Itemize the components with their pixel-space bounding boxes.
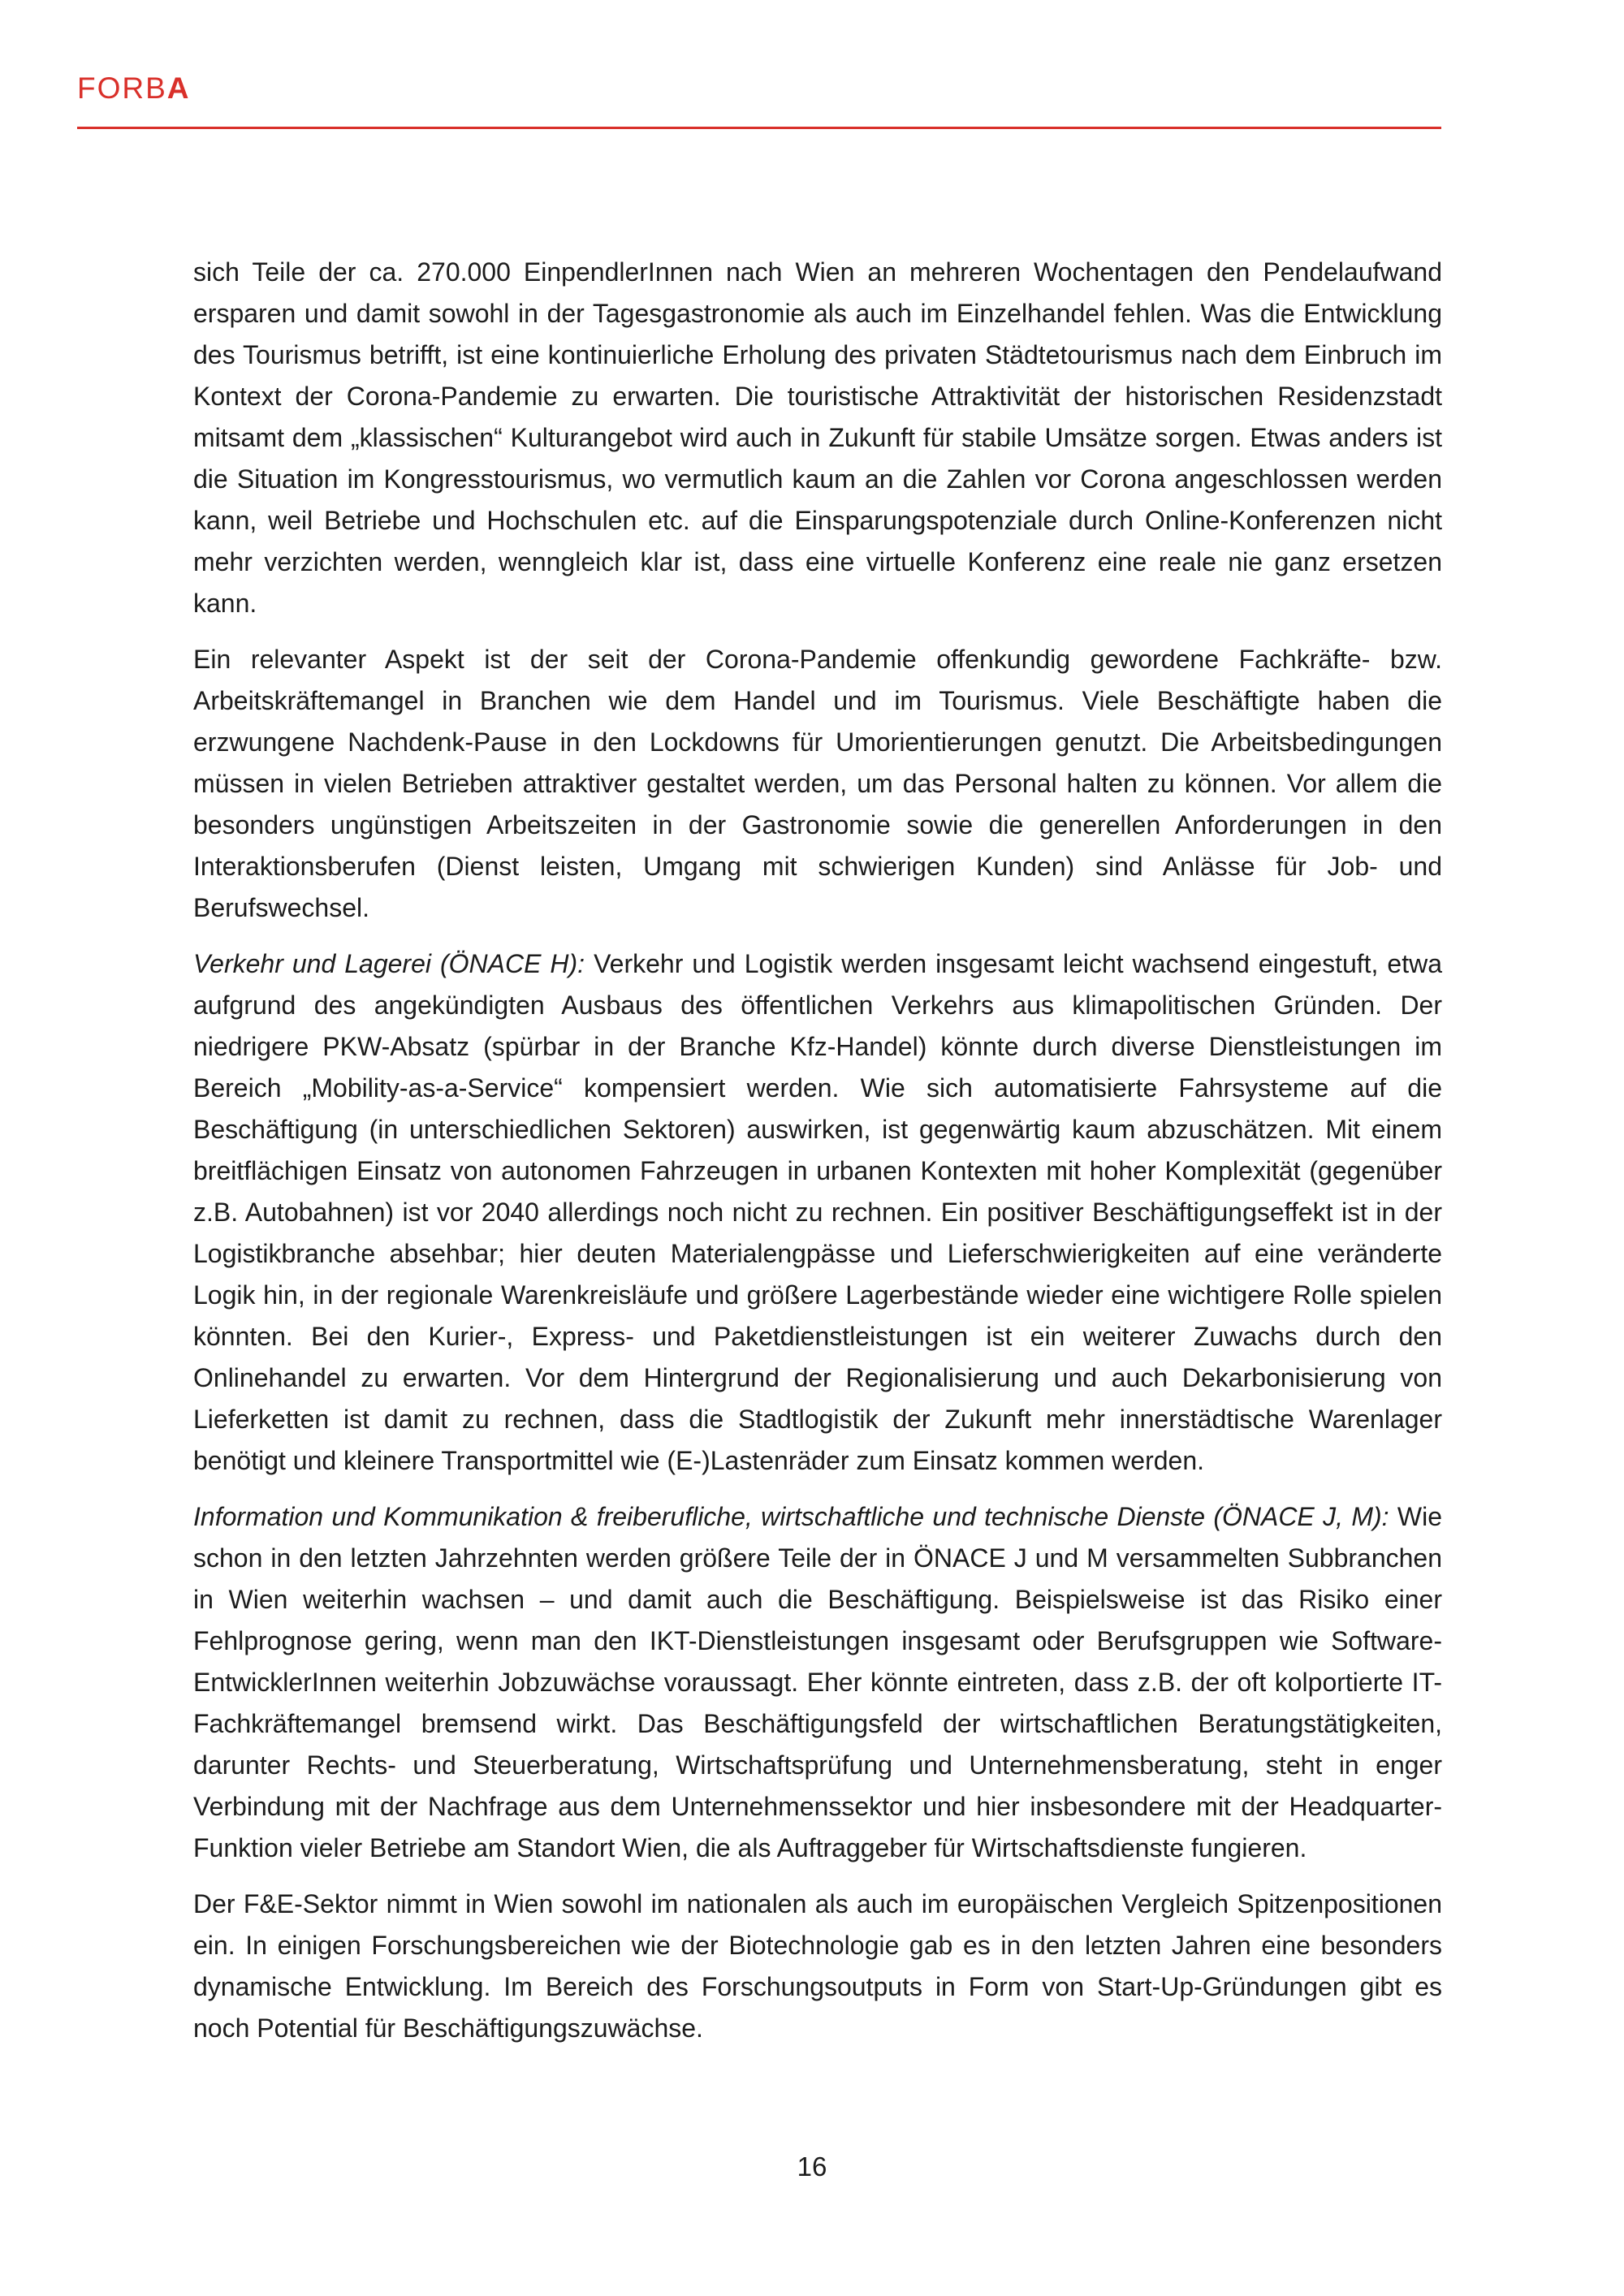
paragraph-lead: Information und Kommunikation & freiberufliche, wirtschaftliche und technische Dienste (ÖNACE J, M): bbox=[193, 1502, 1389, 1531]
body-text bbox=[193, 252, 1442, 2064]
paragraph-transport bbox=[193, 943, 1442, 1482]
page-number: 16 bbox=[797, 2151, 827, 2182]
paragraph-information bbox=[193, 1496, 1442, 1869]
brand-logo-regular: FORB bbox=[77, 71, 167, 105]
paragraph-text: Verkehr und Logistik werden insgesamt leicht wachsend eingestuft, etwa aufgrund des angekündigten Ausbaus des öffentlichen Verkehrs aus klimapolitischen Gründen. Der niedrigere PKW-Absatz (spürbar in der Branche Kfz-Handel) könnte durch diverse Dienstleistungen im Bereich „Mobility-as-a-Service“ kompensiert werden. Wie sich automatisierte Fahrsysteme auf die Beschäftigung (in unterschiedlichen Sektoren) auswirken, ist gegenwärtig kaum abzuschätzen. Mit einem breitflächigen Einsatz von autonomen Fahrzeugen in urbanen Kontexten mit hoher Komplexität (gegenüber z.B. Autobahnen) ist vor 2040 allerdings noch nicht zu rechnen. Ein positiver Beschäftigungseffekt ist in der Logistikbranche absehbar; hier deuten Materialengpässe und Lieferschwierigkeiten auf eine veränderte Logik hin, in der regionale Warenkreisläufe und größere Lagerbestände wieder eine wichtigere Rolle spielen könnten. Bei den Kurier-, Express- und Paketdienstleistungen ist ein weiterer Zuwachs durch den Onlinehandel zu erwarten. Vor dem Hintergrund der Regionalisierung und auch Dekarbonisierung von Lieferketten ist damit zu rechnen, dass die Stadtlogistik der Zukunft mehr innerstädtische Warenlager benötigt und kleinere Transportmittel wie (E-)Lastenräder zum Einsatz kommen werden. bbox=[193, 949, 1443, 1475]
paragraph-tourism bbox=[193, 252, 1442, 624]
paragraph-text: sich Teile der ca. 270.000 EinpendlerInnen nach Wien an mehreren Wochentagen den Pendelaufwand ersparen und damit sowohl in der Tagesgastronomie als auch im Einzelhandel fehlen. Was die Entwicklung des Tourismus betrifft, ist eine kontinuierliche Erholung des privaten Städtetourismus nach dem Einbruch im Kontext der Corona-Pandemie zu erwarten. Die touristische Attraktivität der historischen Residenzstadt mitsamt dem „klassischen“ Kulturangebot wird auch in Zukunft für stabile Umsätze sorgen. Etwas anders ist die Situation im Kongresstourismus, wo vermutlich kaum an die Zahlen vor Corona angeschlossen werden kann, weil Betriebe und Hochschulen etc. auf die Einsparungspotenziale durch Online-Konferenzen nicht mehr verzichten werden, wenngleich klar ist, dass eine virtuelle Konferenz eine reale nie ganz ersetzen kann. bbox=[193, 257, 1442, 618]
paragraph-research bbox=[193, 1884, 1442, 2049]
paragraph-text: Ein relevanter Aspekt ist der seit der Corona-Pandemie offenkundig gewordene Fachkräfte- bzw. Arbeitskräftemangel in Branchen wie dem Handel und im Tourismus. Viele Beschäftigte haben die erzwungene Nachdenk-Pause in den Lockdowns für Umorientierungen genutzt. Die Arbeitsbedingungen müssen in vielen Betrieben attraktiver gestaltet werden, um das Personal halten zu können. Vor allem die besonders ungünstigen Arbeitszeiten in der Gastronomie sowie die generellen Anforderungen in den Interaktionsberufen (Dienst leisten, Umgang mit schwierigen Kunden) sind Anlässe für Job- und Berufswechsel. bbox=[193, 645, 1442, 922]
brand-logo-bold: A bbox=[166, 71, 191, 105]
paragraph-labour-shortage bbox=[193, 639, 1442, 929]
brand-logo bbox=[77, 71, 191, 106]
paragraph-lead: Verkehr und Lagerei (ÖNACE H): bbox=[193, 949, 585, 978]
header-divider bbox=[77, 127, 1441, 129]
paragraph-text: Der F&E-Sektor nimmt in Wien sowohl im nationalen als auch im europäischen Vergleich Spitzenpositionen ein. In einigen Forschungsbereichen wie der Biotechnologie gab es in den letzten Jahren eine besonders dynamische Entwicklung. Im Bereich des Forschungsoutputs in Form von Start-Up-Gründungen gibt es noch Potential für Beschäftigungszuwächse. bbox=[193, 1889, 1442, 2043]
paragraph-text: Wie schon in den letzten Jahrzehnten werden größere Teile der in ÖNACE J und M versammelten Subbranchen in Wien weiterhin wachsen – und damit auch die Beschäftigung. Beispielsweise ist das Risiko einer Fehlprognose gering, wenn man den IKT-Dienstleistungen insgesamt oder Berufsgruppen wie Software-EntwicklerInnen weiterhin Jobzuwächse voraussagt. Eher könnte eintreten, dass z.B. der oft kolportierte IT-Fachkräftemangel bremsend wirkt. Das Beschäftigungsfeld der wirtschaftlichen Beratungstätigkeiten, darunter Rechts- und Steuerberatung, Wirtschaftsprüfung und Unternehmensberatung, steht in enger Verbindung mit der Nachfrage aus dem Unternehmenssektor und hier insbesondere mit der Headquarter-Funktion vieler Betriebe am Standort Wien, die als Auftraggeber für Wirtschaftsdienste fungieren. bbox=[193, 1502, 1443, 1862]
